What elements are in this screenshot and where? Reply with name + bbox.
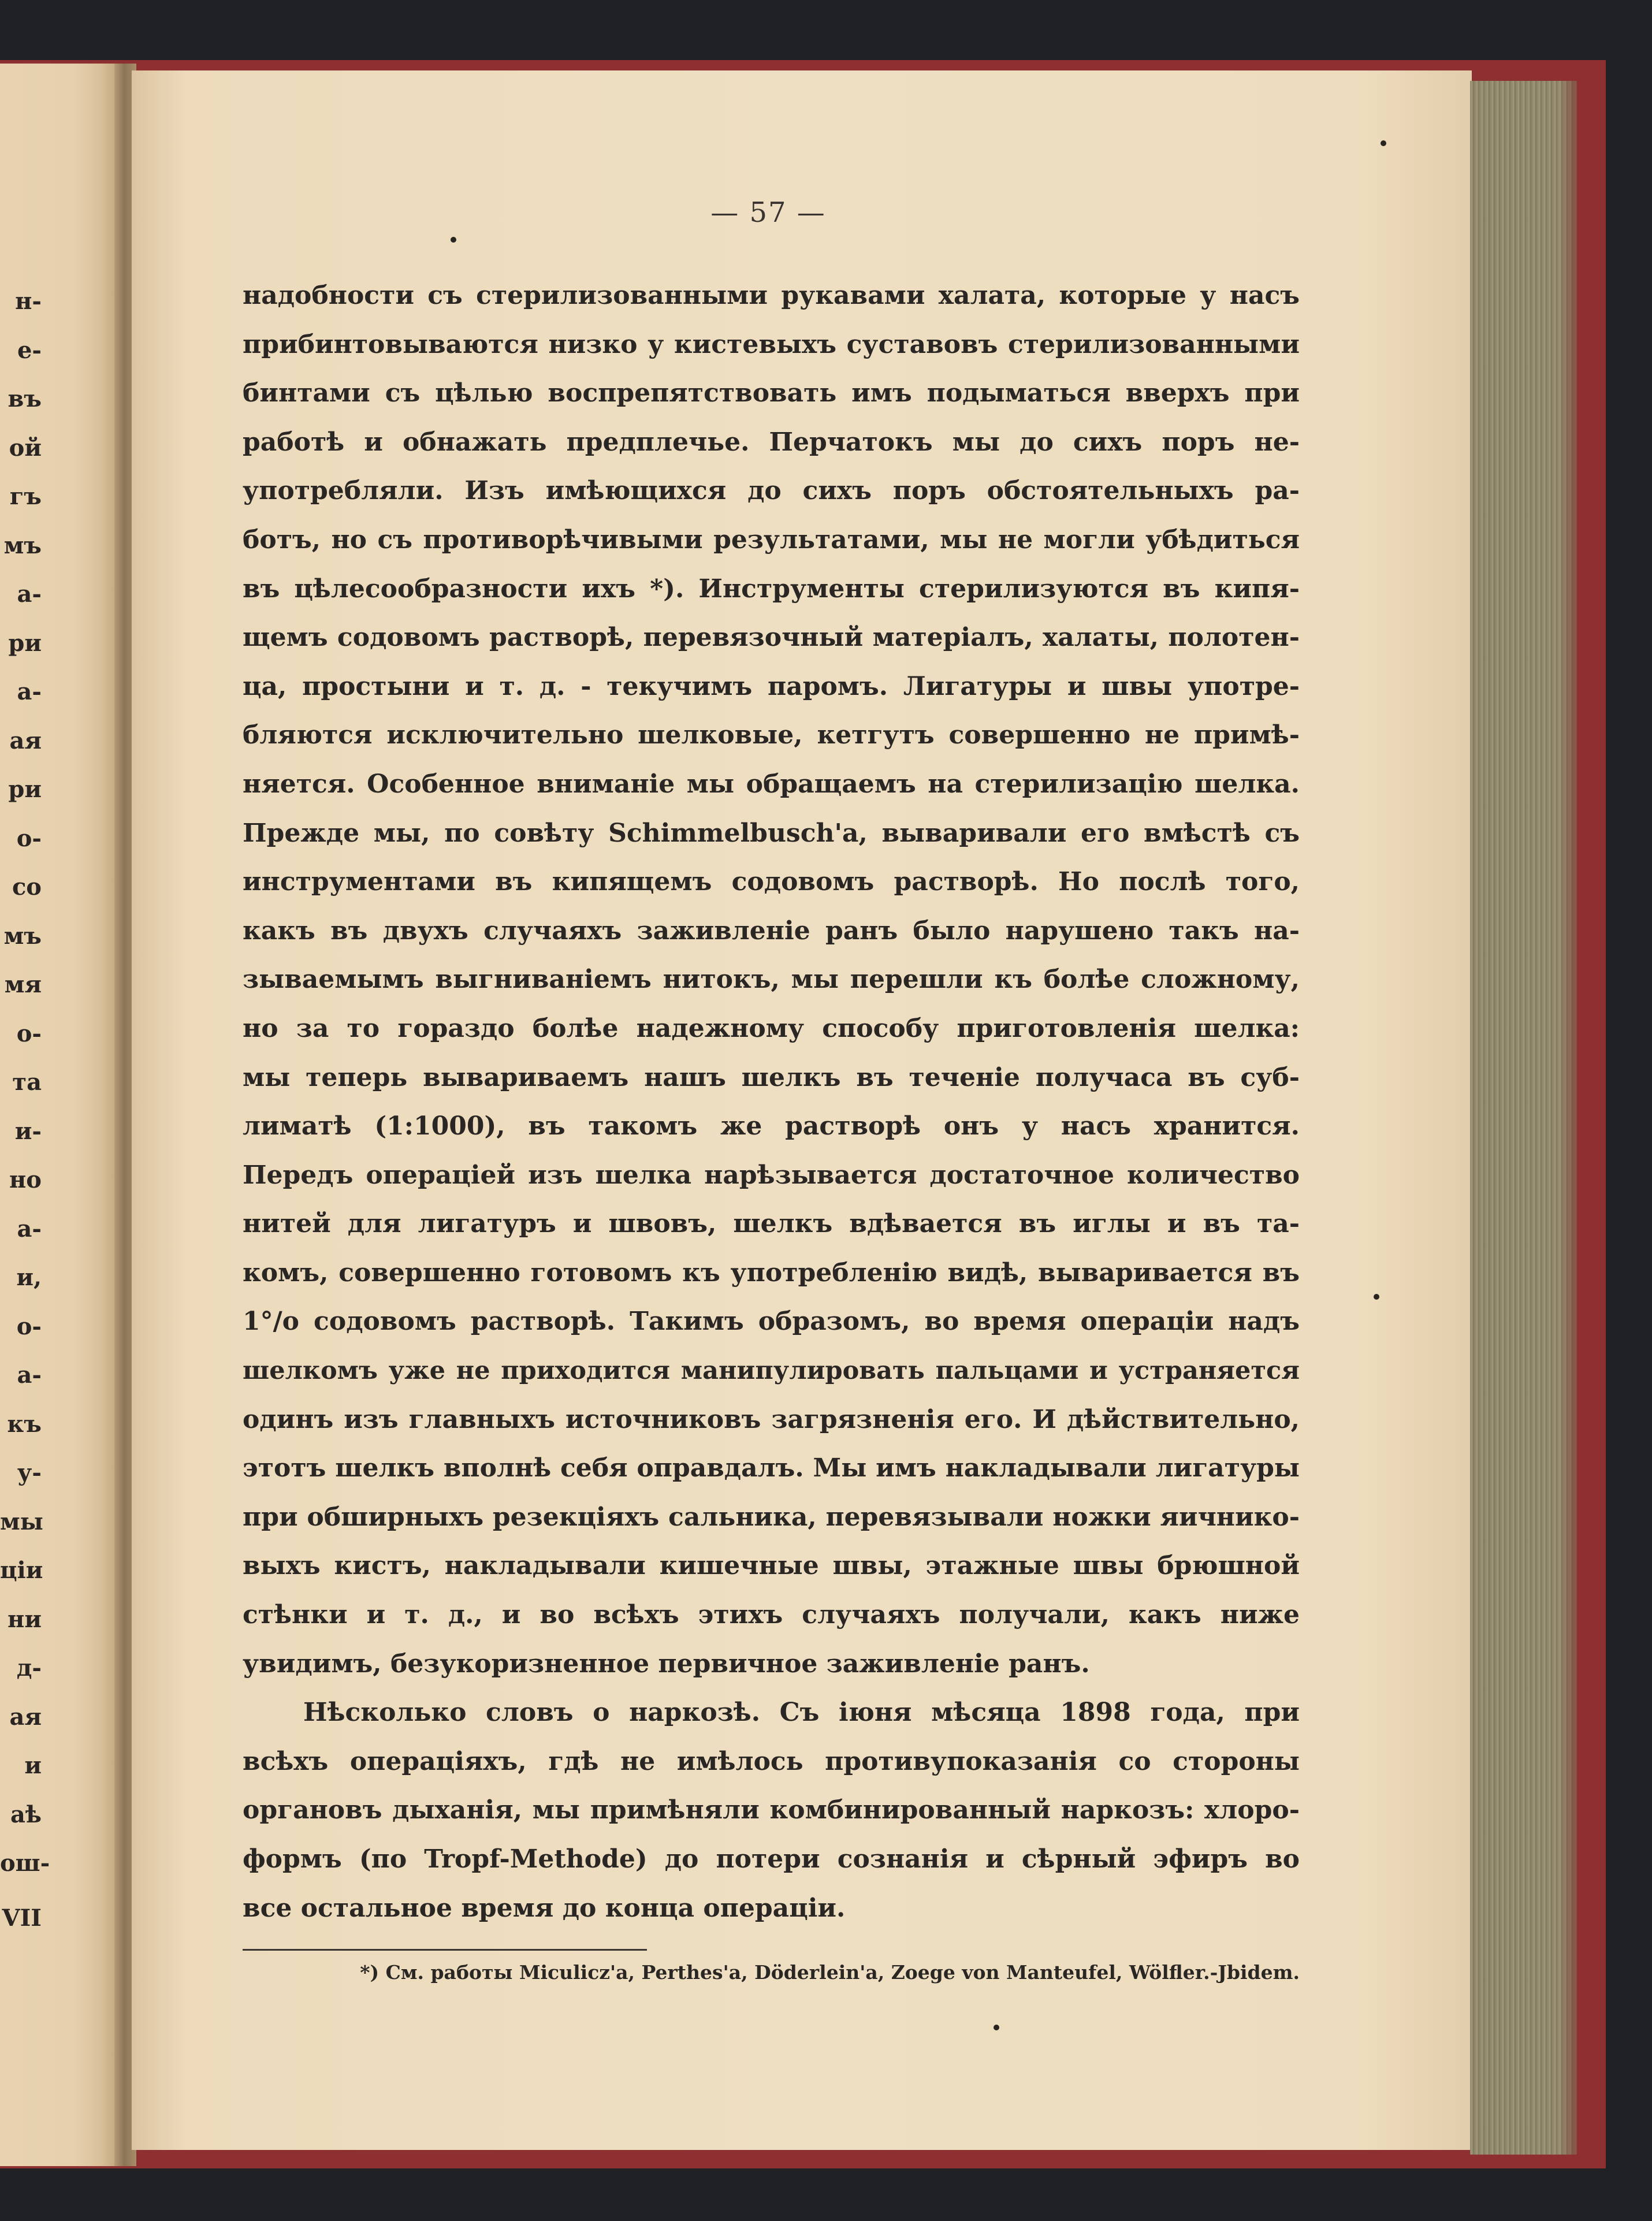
left-page-fragment: ни bbox=[8, 1605, 42, 1633]
left-page-fragment: о- bbox=[16, 1312, 42, 1340]
text-line: щемъ содовомъ растворѣ, перевязочный матеріалъ, халаты, полотен- bbox=[243, 623, 1300, 653]
left-page-fragment: мъ bbox=[3, 922, 42, 950]
left-page-fragment: н- bbox=[15, 288, 42, 315]
ink-speck bbox=[451, 237, 456, 243]
text-line: все остальное время до конца операціи. bbox=[243, 1893, 846, 1923]
left-page-fragment: д- bbox=[16, 1654, 42, 1681]
text-line: лиматѣ (1:1000), въ такомъ же растворѣ онъ у насъ хранится. bbox=[243, 1111, 1300, 1141]
text-line: инструментами въ кипящемъ содовомъ растворѣ. Но послѣ того, bbox=[243, 867, 1300, 897]
text-line: какъ въ двухъ случаяхъ заживленіе ранъ было нарушено такъ на- bbox=[243, 916, 1300, 946]
text-line: увидимъ, безукоризненное первичное заживленіе ранъ. bbox=[243, 1649, 1090, 1679]
left-page-fragment: а- bbox=[17, 1361, 42, 1389]
text-line: прибинтовываются низко у кистевыхъ суставовъ стерилизованными bbox=[243, 329, 1300, 359]
text-line: употребляли. Изъ имѣющихся до сихъ поръ обстоятельныхъ ра- bbox=[243, 476, 1300, 506]
text-line: органовъ дыханія, мы примѣняли комбинированный наркозъ: хлоро- bbox=[243, 1795, 1300, 1825]
page-body-text bbox=[243, 271, 1300, 1933]
page-edges bbox=[1470, 81, 1577, 2155]
text-line: няется. Особенное вниманіе мы обращаемъ на стерилизацію шелка. bbox=[243, 769, 1300, 799]
text-line: стѣнки и т. д., и во всѣхъ этихъ случаяхъ получали, какъ ниже bbox=[243, 1600, 1300, 1630]
text-line: выхъ кистъ, накладывали кишечные швы, этажные швы брюшной bbox=[243, 1551, 1300, 1581]
left-page-fragment: VII bbox=[2, 1904, 42, 1932]
left-page-fragment: ри bbox=[8, 629, 42, 657]
text-line: 1°/о содовомъ растворѣ. Такимъ образомъ, во время операціи надъ bbox=[243, 1307, 1300, 1337]
text-line: работѣ и обнажать предплечье. Перчатокъ мы до сихъ поръ не- bbox=[243, 427, 1300, 457]
left-page-fragment: а- bbox=[17, 581, 42, 608]
text-line: нитей для лигатуръ и швовъ, шелкъ вдѣвается въ иглы и въ та- bbox=[243, 1209, 1300, 1239]
left-page-fragment: ош- bbox=[0, 1850, 50, 1877]
text-line: всѣхъ операціяхъ, гдѣ не имѣлось противупоказанія со стороны bbox=[243, 1746, 1300, 1776]
left-page-fragment: ая bbox=[9, 727, 42, 754]
text-line: ботъ, но съ противорѣчивыми результатами, мы не могли убѣдиться bbox=[243, 524, 1300, 555]
left-page-fragment: мъ bbox=[3, 531, 42, 559]
left-page-fragment: о- bbox=[16, 824, 42, 852]
text-line: надобности съ стерилизованными рукавами халата, которые у насъ bbox=[243, 281, 1300, 310]
text-line: Нѣсколько словъ о наркозѣ. Съ іюня мѣсяца 1898 года, при bbox=[303, 1698, 1300, 1728]
text-line: но за то гораздо болѣе надежному способу приготовленія шелка: bbox=[243, 1013, 1300, 1043]
left-page-fragment: у- bbox=[17, 1459, 42, 1486]
left-page-fragment: къ bbox=[7, 1410, 42, 1438]
left-page-fragment: и bbox=[24, 1752, 42, 1779]
left-page-fragment: гъ bbox=[9, 483, 42, 510]
text-line: шелкомъ уже не приходится манипулировать пальцами и устраняется bbox=[243, 1356, 1300, 1386]
left-page-fragment: та bbox=[12, 1069, 42, 1096]
left-page-fragment: ціи bbox=[0, 1557, 43, 1584]
text-line: бинтами съ цѣлью воспрепятствовать имъ подыматься вверхъ при bbox=[243, 378, 1300, 408]
left-page-fragment: а- bbox=[17, 1215, 42, 1242]
left-page-fragment: е- bbox=[17, 336, 42, 364]
left-page-fragment: а- bbox=[17, 678, 42, 705]
text-line: бляются исключительно шелковые, кетгутъ совершенно не примѣ- bbox=[243, 720, 1300, 750]
left-page-fragment: но bbox=[9, 1166, 42, 1193]
ink-speck bbox=[994, 2025, 999, 2030]
footnote-rule bbox=[243, 1949, 647, 1951]
left-page-fragment: о- bbox=[16, 1020, 42, 1047]
text-line: при обширныхъ резекціяхъ сальника, перевязывали ножки яичнико- bbox=[243, 1502, 1300, 1532]
left-page-fragment: мя bbox=[4, 971, 42, 998]
text-line: зываемымъ выгниваніемъ нитокъ, мы перешли къ болѣе сложному, bbox=[243, 965, 1300, 995]
left-page-fragment: ри bbox=[8, 776, 42, 803]
left-page-fragment: въ bbox=[8, 385, 42, 412]
text-line: формъ (по Tropf-Methode) до потери сознанія и сѣрный эфиръ во bbox=[243, 1844, 1300, 1874]
ink-speck bbox=[1374, 1294, 1379, 1300]
text-line: Передъ операціей изъ шелка нарѣзывается достаточное количество bbox=[243, 1160, 1300, 1190]
footnote: *) См. работы Miculicz'а, Perthes'а, Döderlein'а, Zoege von Manteufel, Wölfler.-Jbidem. bbox=[360, 1961, 1300, 1984]
text-line: комъ, совершенно готовомъ къ употребленію видѣ, вываривается въ bbox=[243, 1258, 1300, 1288]
left-page-fragment: мы bbox=[0, 1508, 43, 1535]
page-number: — 57 — bbox=[710, 196, 826, 229]
text-line: этотъ шелкъ вполнѣ себя оправдалъ. Мы имъ накладывали лигатуры bbox=[243, 1453, 1300, 1483]
text-line: Прежде мы, по совѣту Schimmelbusch'а, вываривали его вмѣстѣ съ bbox=[243, 818, 1300, 848]
text-line: одинъ изъ главныхъ источниковъ загрязненія его. И дѣйствительно, bbox=[243, 1404, 1300, 1434]
left-page-text-fragments bbox=[0, 277, 50, 1943]
left-page-fragment: аѣ bbox=[10, 1800, 42, 1828]
text-line: въ цѣлесообразности ихъ *). Инструменты стерилизуются въ кипя- bbox=[243, 574, 1300, 604]
left-page-fragment: ой bbox=[9, 434, 42, 462]
text-line: мы теперь вывариваемъ нашъ шелкъ въ теченіе получаса въ суб- bbox=[243, 1062, 1300, 1092]
text-line: ца, простыни и т. д. - текучимъ паромъ. Лигатуры и швы употре- bbox=[243, 671, 1300, 701]
left-page-fragment: ая bbox=[9, 1703, 42, 1731]
left-page-fragment: и- bbox=[14, 1117, 42, 1145]
ink-speck bbox=[1381, 140, 1386, 146]
left-page-fragment: и, bbox=[16, 1264, 42, 1291]
left-page-fragment: со bbox=[12, 873, 42, 901]
